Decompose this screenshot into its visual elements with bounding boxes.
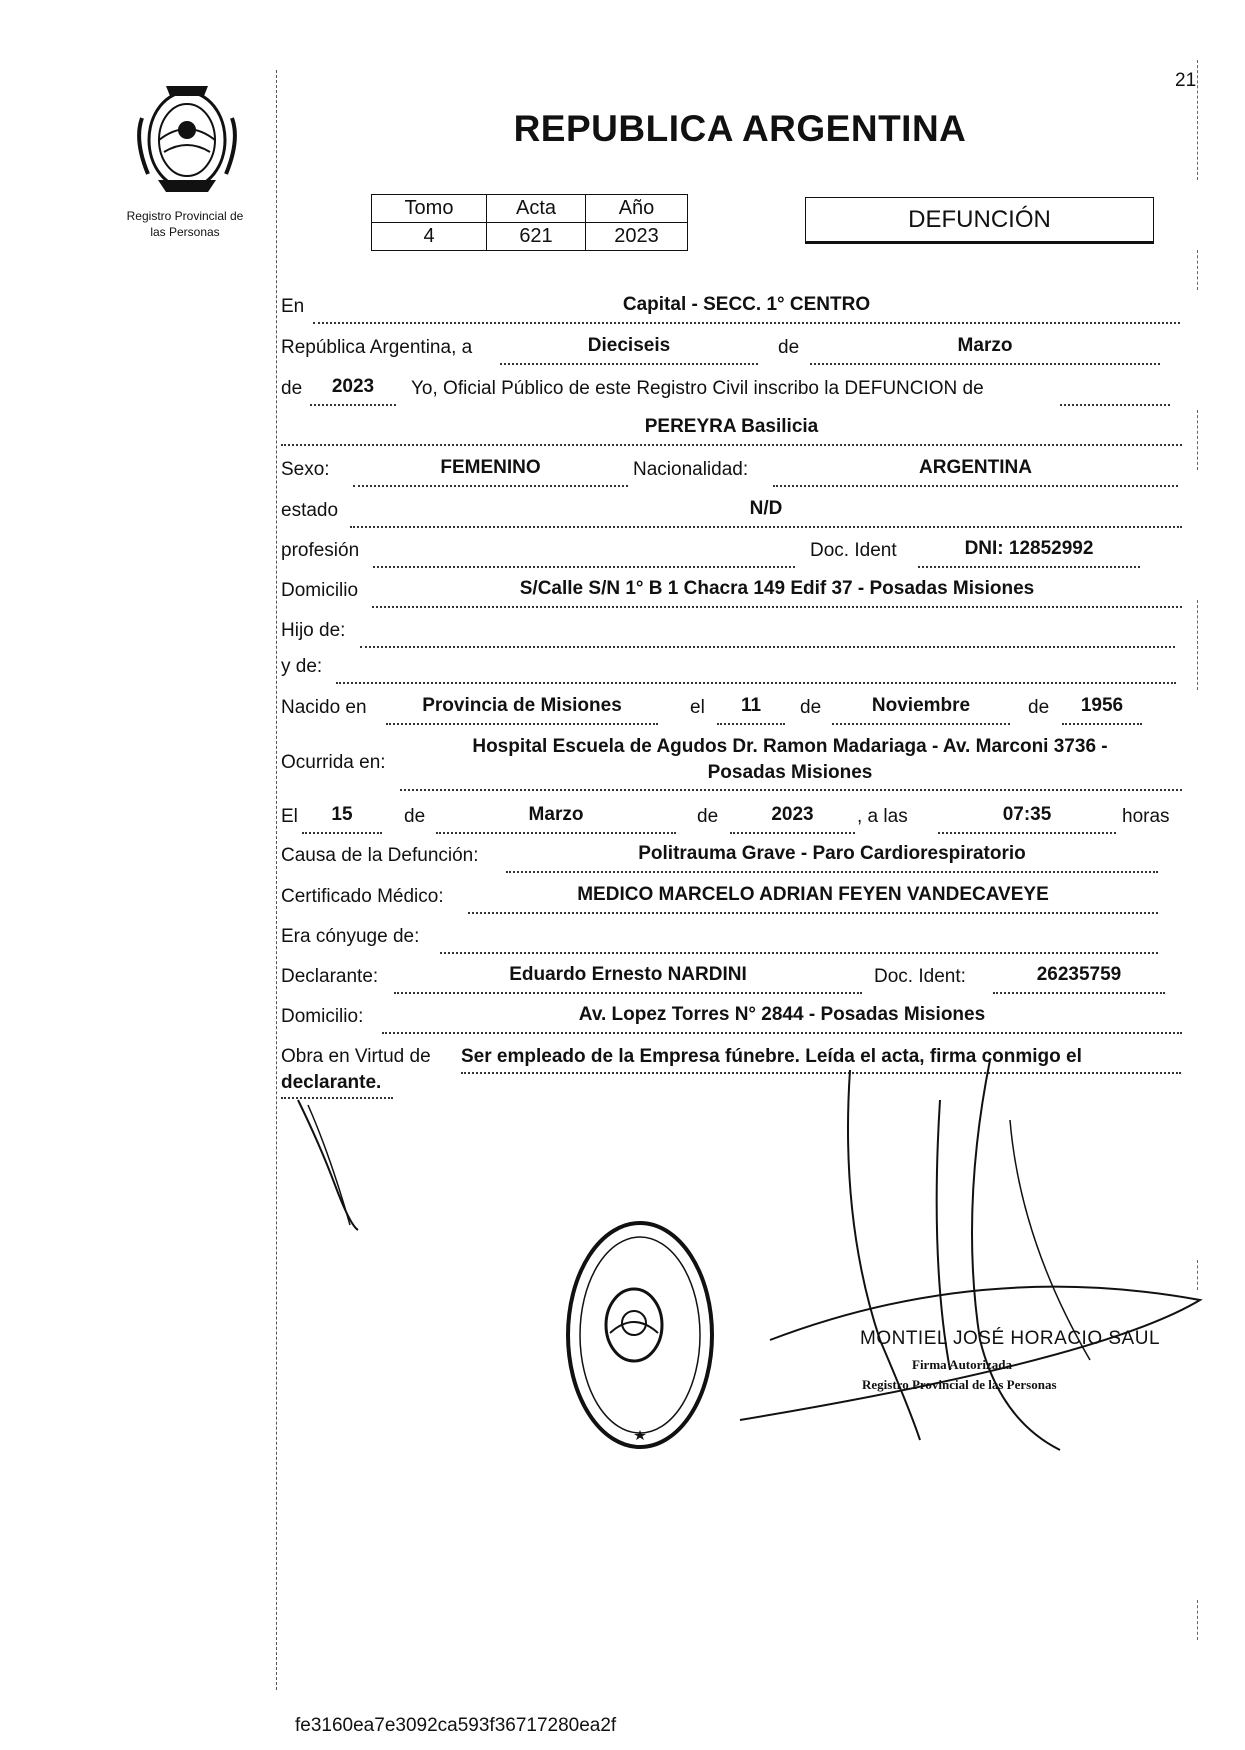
label-en: En [281,296,305,317]
value-nacionalidad: ARGENTINA [919,457,1032,478]
dotted-line [717,723,785,725]
value-fallec-dia: 15 [331,804,353,825]
edge-mark [1197,60,1198,180]
label-declarante: Declarante: [281,966,379,987]
dotted-line [440,952,1158,954]
dotted-line [373,566,795,568]
label-horas: horas [1122,806,1170,827]
value-nacido-mes: Noviembre [871,695,971,716]
label-a-las: , a las [857,806,908,827]
value-anio: 2023 [586,223,688,251]
value-certificado: MEDICO MARCELO ADRIAN FEYEN VANDECAVEYE [577,884,1049,905]
label-nacido-en: Nacido en [281,697,367,718]
cancel-stroke-icon [290,1095,370,1235]
value-domicilio: S/Calle S/N 1° B 1 Chacra 149 Edif 37 - Posadas Misiones [519,578,1035,599]
edge-mark [1197,250,1198,290]
value-lugar: Capital - SECC. 1° CENTRO [622,294,871,315]
record-type-box: DEFUNCIÓN [805,197,1154,244]
label-certificado: Certificado Médico: [281,886,444,907]
dotted-line [773,485,1178,487]
document-title: REPUBLICA ARGENTINA [513,108,967,149]
value-mes: Marzo [957,335,1013,356]
label-de-nacido-anio: de [1028,697,1050,718]
label-obra: Obra en Virtud de [281,1046,431,1067]
signatory-role: Firma Autorizada [912,1357,1013,1372]
value-hora: 07:35 [1002,804,1052,825]
label-de-nacido: de [800,697,822,718]
dotted-line [436,832,676,834]
value-ocurrida-line2: Posadas Misiones [707,762,873,783]
value-tomo: 4 [372,223,487,251]
dotted-line [993,992,1165,994]
dotted-line [918,566,1140,568]
value-nacido-anio: 1956 [1080,695,1124,716]
dotted-line [810,363,1160,365]
dotted-line [353,485,628,487]
document-hash: fe3160ea7e3092ca593f36717280ea2f [295,1715,617,1736]
dotted-line [938,832,1116,834]
value-nombre: PEREYRA Basilicia [644,416,819,437]
label-conyuge: Era cónyuge de: [281,926,420,947]
signatory-name: MONTIEL JOSÉ HORACIO SAUL [860,1328,1161,1349]
label-ocurrida-en: Ocurrida en: [281,752,386,773]
margin-line [276,70,277,1690]
label-doc-ident: Doc. Ident [810,540,897,561]
label-doc-ident-declarante: Doc. Ident: [874,966,966,987]
registry-caption [100,208,270,240]
label-nacionalidad: Nacionalidad: [633,459,749,480]
value-dia-letras: Dieciseis [587,335,671,356]
dotted-line [302,832,382,834]
value-nacido-dia: 11 [740,695,762,716]
edge-mark [1197,410,1198,470]
registry-caption-line: Registro Provincial de [126,209,244,223]
label-y-de: y de: [281,656,323,677]
dotted-line [350,526,1182,528]
provincial-emblem-icon [128,78,246,196]
dotted-line [400,789,1182,791]
dotted-line [281,444,1182,446]
edge-mark [1197,600,1198,690]
dotted-line [382,1032,1182,1034]
label-de-fallec: de [404,806,426,827]
value-sexo: FEMENINO [440,457,541,478]
label-causa: Causa de la Defunción: [281,845,479,866]
signature-scribble-icon [680,1060,1220,1460]
value-fallec-mes: Marzo [528,804,584,825]
label-de-anio: de [281,378,303,399]
dotted-line [730,832,855,834]
value-dni: DNI: 12852992 [964,538,1094,559]
value-obra-line2: declarante. [281,1072,382,1093]
dotted-line [468,912,1158,914]
dotted-line [313,322,1180,324]
label-republica: República Argentina, a [281,337,473,358]
value-declarante: Eduardo Ernesto NARDINI [509,964,747,985]
label-de: de [778,337,800,358]
dotted-line [1060,404,1170,406]
label-estado: estado [281,500,339,521]
label-profesion: profesión [281,540,360,561]
label-el: el [690,697,705,718]
dotted-line [506,871,1158,873]
edge-mark [1197,1600,1198,1640]
label-hijo-de: Hijo de: [281,620,346,641]
dotted-line [500,363,758,365]
label-yo: Yo, Oficial Público de este Registro Civil inscribo la DEFUNCION de [411,378,984,399]
dotted-line [360,646,1175,648]
label-domicilio-declarante: Domicilio: [281,1006,364,1027]
header-acta: Acta [487,195,586,223]
signatory-registry: Registro Provincial de las Personas [862,1377,1057,1392]
dotted-line [394,992,862,994]
value-anio: 2023 [331,376,375,397]
dotted-line [310,404,396,406]
label-sexo: Sexo: [281,459,330,480]
label-de-fallec-anio: de [697,806,719,827]
label-el-fallec: El [281,806,298,827]
dotted-line [832,723,1010,725]
header-anio: Año [586,195,688,223]
label-domicilio: Domicilio [281,580,359,601]
registry-caption-line: las Personas [150,225,220,239]
reference-value-row [372,223,688,251]
value-declarante-doc: 26235759 [1036,964,1122,985]
value-obra-line1: Ser empleado de la Empresa fúnebre. Leída el acta, firma conmigo el [461,1046,1082,1067]
value-nacido-lugar: Provincia de Misiones [422,695,622,716]
page-number: 21 [1175,70,1197,91]
dotted-line [386,723,658,725]
value-ocurrida-line1: Hospital Escuela de Agudos Dr. Ramon Madariaga - Av. Marconi 3736 - [472,736,1108,757]
value-causa: Politrauma Grave - Paro Cardiorespiratorio [638,843,1026,864]
reference-table [371,194,688,251]
value-declarante-domicilio: Av. Lopez Torres N° 2844 - Posadas Misiones [578,1004,986,1025]
dotted-line [336,682,1176,684]
header-tomo: Tomo [372,195,487,223]
value-estado: N/D [749,498,783,519]
value-fallec-anio: 2023 [771,804,814,825]
dotted-line [1062,723,1142,725]
reference-header-row [372,195,688,223]
value-acta: 621 [487,223,586,251]
dotted-line [372,606,1182,608]
